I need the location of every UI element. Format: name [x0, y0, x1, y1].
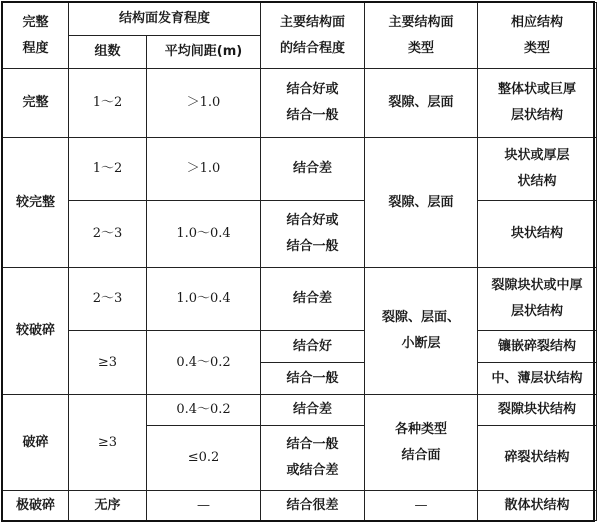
- surface-line2: 结合面: [401, 447, 441, 463]
- integrity-cell: 完整: [3, 69, 69, 138]
- header-structure-type-line2: 类型: [524, 40, 551, 56]
- header-bonding: [261, 3, 365, 69]
- structure-line2: 层状结构: [511, 304, 564, 319]
- header-structure-type-line1: 相应结构: [511, 14, 564, 30]
- surface-line1: 各种类型: [395, 421, 448, 437]
- structure-cell: 中、薄层状结构: [478, 363, 597, 395]
- groups-cell: 1～2: [69, 69, 147, 138]
- surface-cell: 裂隙、层面: [365, 138, 478, 268]
- table-row: [3, 138, 597, 201]
- structure-cell: [478, 268, 597, 331]
- bonding-cell: 结合差: [261, 395, 365, 426]
- surface-cell: 裂隙、层面: [365, 69, 478, 138]
- header-integrity-line2: 程度: [22, 40, 49, 56]
- bonding-cell: 结合差: [261, 138, 365, 201]
- spacing-cell: ≤0.2: [147, 426, 261, 491]
- header-structure-type: [478, 3, 597, 69]
- bonding-cell: 结合一般: [261, 363, 365, 395]
- structure-line1: 裂隙块状或中厚: [491, 278, 583, 293]
- header-spacing: 平均间距(m): [147, 36, 261, 69]
- bonding-cell: [261, 201, 365, 268]
- surface-cell: [365, 395, 478, 491]
- bonding-cell: 结合差: [261, 268, 365, 331]
- bonding-line2: 结合一般: [286, 239, 339, 254]
- bonding-line2: 结合一般: [286, 108, 339, 123]
- header-bonding-line1: 主要结构面: [280, 14, 346, 30]
- integrity-cell: 极破碎: [3, 491, 69, 521]
- structure-cell: 裂隙块状结构: [478, 395, 597, 426]
- structure-cell: 块状结构: [478, 201, 597, 268]
- spacing-cell: 1.0～0.4: [147, 201, 261, 268]
- groups-cell: 1～2: [69, 138, 147, 201]
- groups-cell: 2～3: [69, 268, 147, 331]
- surface-line1: 裂隙、层面、: [382, 310, 461, 325]
- structure-cell: 镶嵌碎裂结构: [478, 331, 597, 363]
- header-integrity: [3, 3, 69, 69]
- table-row: [3, 201, 597, 268]
- spacing-cell: 0.4～0.2: [147, 331, 261, 395]
- bonding-cell: [261, 69, 365, 138]
- structure-cell: 散体状结构: [478, 491, 597, 521]
- groups-cell: 无序: [69, 491, 147, 521]
- bonding-line1: 结合好或: [286, 82, 339, 97]
- groups-cell: ≥3: [69, 331, 147, 395]
- spacing-cell: —: [147, 491, 261, 521]
- header-development: 结构面发育程度: [69, 3, 261, 36]
- bonding-line2: 或结合差: [286, 463, 339, 478]
- integrity-cell: 较破碎: [3, 268, 69, 395]
- surface-cell: [365, 268, 478, 395]
- bonding-line1: 结合好或: [286, 213, 339, 228]
- integrity-cell: 较完整: [3, 138, 69, 268]
- header-bonding-line2: 的结合程度: [280, 40, 346, 56]
- table-row: [3, 69, 597, 138]
- bonding-cell: 结合很差: [261, 491, 365, 521]
- surface-cell: —: [365, 491, 478, 521]
- header-integrity-line1: 完整: [22, 14, 49, 30]
- groups-cell: 2～3: [69, 201, 147, 268]
- spacing-cell: ＞1.0: [147, 69, 261, 138]
- header-surface-type: [365, 3, 478, 69]
- structure-cell: 碎裂状结构: [478, 426, 597, 491]
- structure-cell: [478, 138, 597, 201]
- structure-cell: [478, 69, 597, 138]
- rock-mass-integrity-table: [2, 2, 597, 521]
- integrity-cell: 破碎: [3, 395, 69, 491]
- structure-line2: 状结构: [517, 174, 557, 189]
- surface-line2: 小断层: [401, 336, 441, 351]
- header-surface-type-line1: 主要结构面: [388, 14, 454, 30]
- structure-line1: 整体状或巨厚: [498, 82, 577, 97]
- bonding-cell: 结合好: [261, 331, 365, 363]
- groups-cell: ≥3: [69, 395, 147, 491]
- header-row-1: [3, 3, 597, 36]
- table-row: [3, 268, 597, 331]
- table-row: [3, 331, 597, 363]
- spacing-cell: 1.0～0.4: [147, 268, 261, 331]
- header-groups: 组数: [69, 36, 147, 69]
- bonding-cell: [261, 426, 365, 491]
- table-row: [3, 395, 597, 426]
- spacing-cell: 0.4～0.2: [147, 395, 261, 426]
- table-row: [3, 491, 597, 521]
- bonding-line1: 结合一般: [286, 437, 339, 452]
- structure-line1: 块状或厚层: [504, 148, 570, 163]
- header-surface-type-line2: 类型: [408, 40, 435, 56]
- structure-line2: 层状结构: [511, 108, 564, 123]
- spacing-cell: ＞1.0: [147, 138, 261, 201]
